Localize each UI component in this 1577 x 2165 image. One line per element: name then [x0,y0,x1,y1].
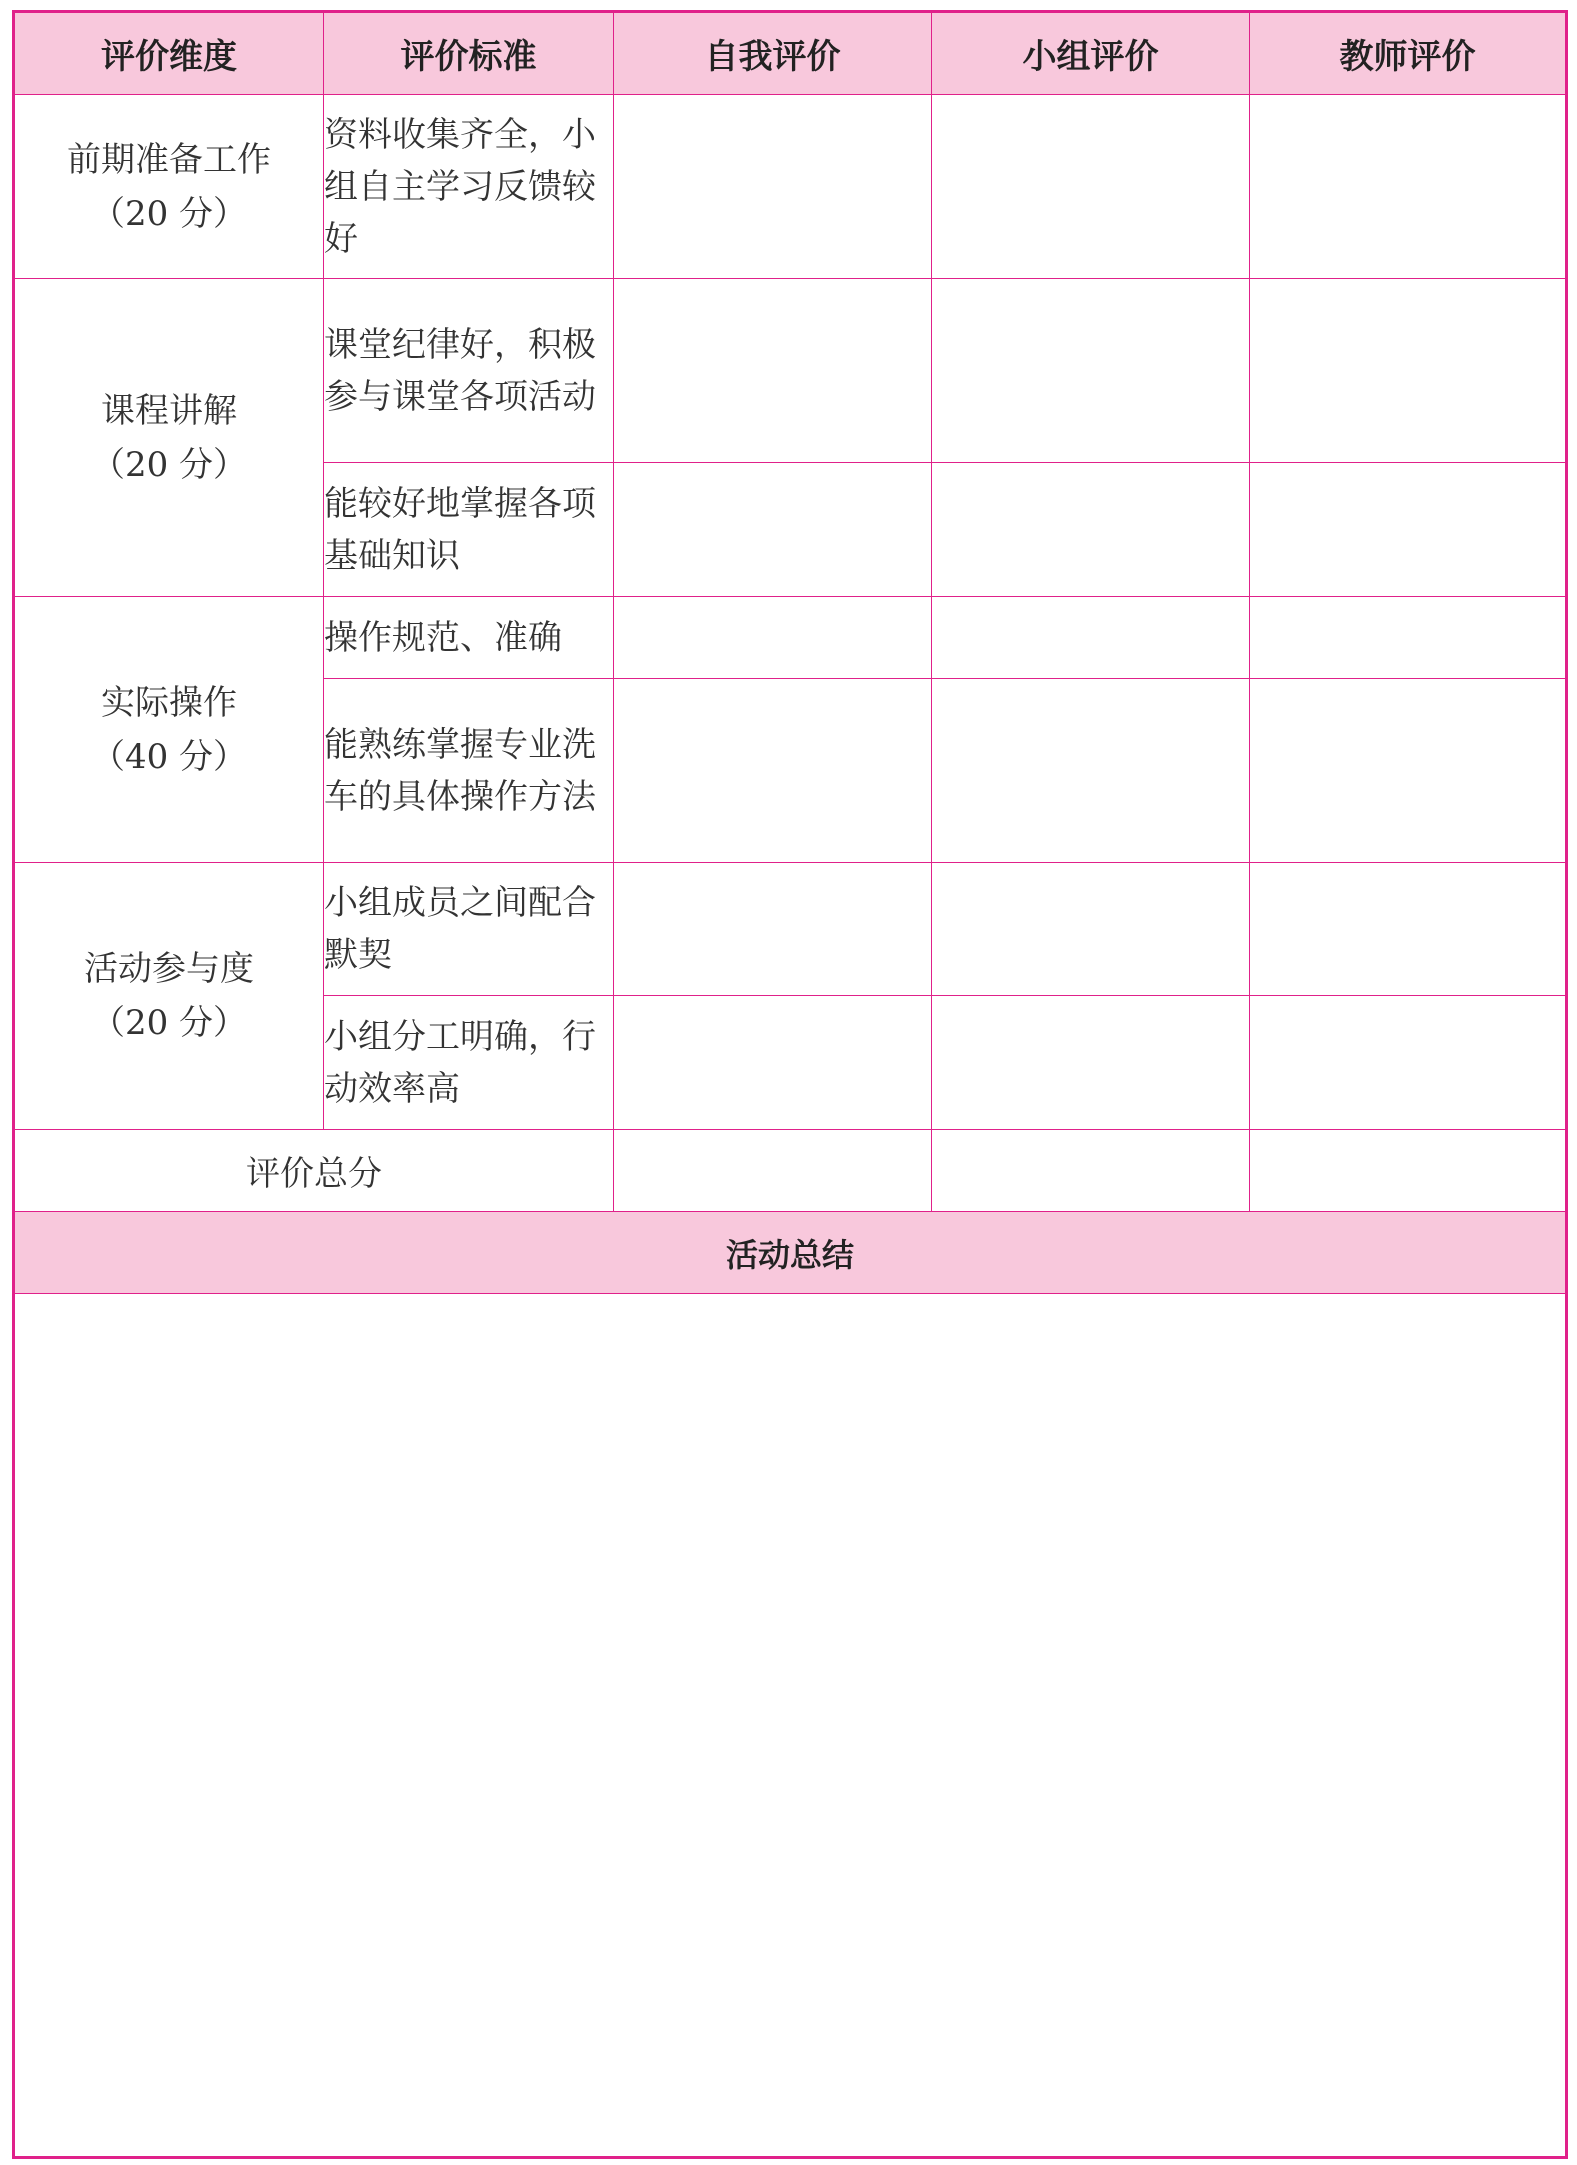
dimension-name: 实际操作 [101,682,237,723]
teacher-evaluation-cell[interactable] [1250,95,1567,279]
teacher-evaluation-cell[interactable] [1250,863,1567,996]
dimension-cell [14,863,324,1130]
criteria-cell: 小组分工明确，行动效率高 [324,996,614,1130]
dimension-score: （20 分） [90,444,248,485]
dimension-cell [14,597,324,863]
summary-header-row [14,1212,1567,1294]
group-evaluation-cell[interactable] [932,996,1250,1130]
activity-summary-area[interactable] [14,1294,1567,2158]
teacher-evaluation-cell[interactable] [1250,996,1567,1130]
dimension-score: （20 分） [90,193,248,234]
activity-summary-title: 活动总结 [14,1212,1567,1294]
criteria-cell: 小组成员之间配合默契 [324,863,614,996]
total-row [14,1130,1567,1212]
summary-body-row [14,1294,1567,2158]
table-row [14,863,1567,996]
self-evaluation-cell[interactable] [614,95,932,279]
teacher-evaluation-cell[interactable] [1250,279,1567,463]
header-row [14,12,1567,95]
dimension-cell [14,95,324,279]
self-evaluation-cell[interactable] [614,463,932,597]
evaluation-table [12,10,1568,2159]
self-evaluation-cell[interactable] [614,597,932,679]
criteria-cell: 资料收集齐全，小组自主学习反馈较好 [324,95,614,279]
group-evaluation-cell[interactable] [932,95,1250,279]
group-total-cell[interactable] [932,1130,1250,1212]
self-evaluation-cell[interactable] [614,679,932,863]
self-evaluation-cell[interactable] [614,279,932,463]
group-evaluation-cell[interactable] [932,279,1250,463]
teacher-evaluation-cell[interactable] [1250,597,1567,679]
teacher-total-cell[interactable] [1250,1130,1567,1212]
self-total-cell[interactable] [614,1130,932,1212]
header-group-evaluation: 小组评价 [932,12,1250,95]
dimension-name: 活动参与度 [84,949,254,989]
self-evaluation-cell[interactable] [614,863,932,996]
group-evaluation-cell[interactable] [932,463,1250,597]
teacher-evaluation-cell[interactable] [1250,463,1567,597]
table-row [14,95,1567,279]
self-evaluation-cell[interactable] [614,996,932,1130]
group-evaluation-cell[interactable] [932,597,1250,679]
group-evaluation-cell[interactable] [932,679,1250,863]
header-evaluation-criteria: 评价标准 [324,12,614,95]
dimension-name: 课程讲解 [101,390,237,431]
criteria-cell: 课堂纪律好，积极参与课堂各项活动 [324,279,614,463]
dimension-name: 前期准备工作 [67,139,271,180]
total-score-label: 评价总分 [14,1130,614,1212]
table-row [14,279,1567,463]
dimension-cell [14,279,324,597]
dimension-score: （40 分） [90,736,248,777]
table-row [14,597,1567,679]
teacher-evaluation-cell[interactable] [1250,679,1567,863]
group-evaluation-cell[interactable] [932,863,1250,996]
header-self-evaluation: 自我评价 [614,12,932,95]
header-teacher-evaluation: 教师评价 [1250,12,1567,95]
criteria-cell: 操作规范、准确 [324,597,614,679]
criteria-cell: 能熟练掌握专业洗车的具体操作方法 [324,679,614,863]
dimension-score: （20 分） [90,1003,248,1043]
criteria-cell: 能较好地掌握各项基础知识 [324,463,614,597]
header-evaluation-dimension: 评价维度 [14,12,324,95]
